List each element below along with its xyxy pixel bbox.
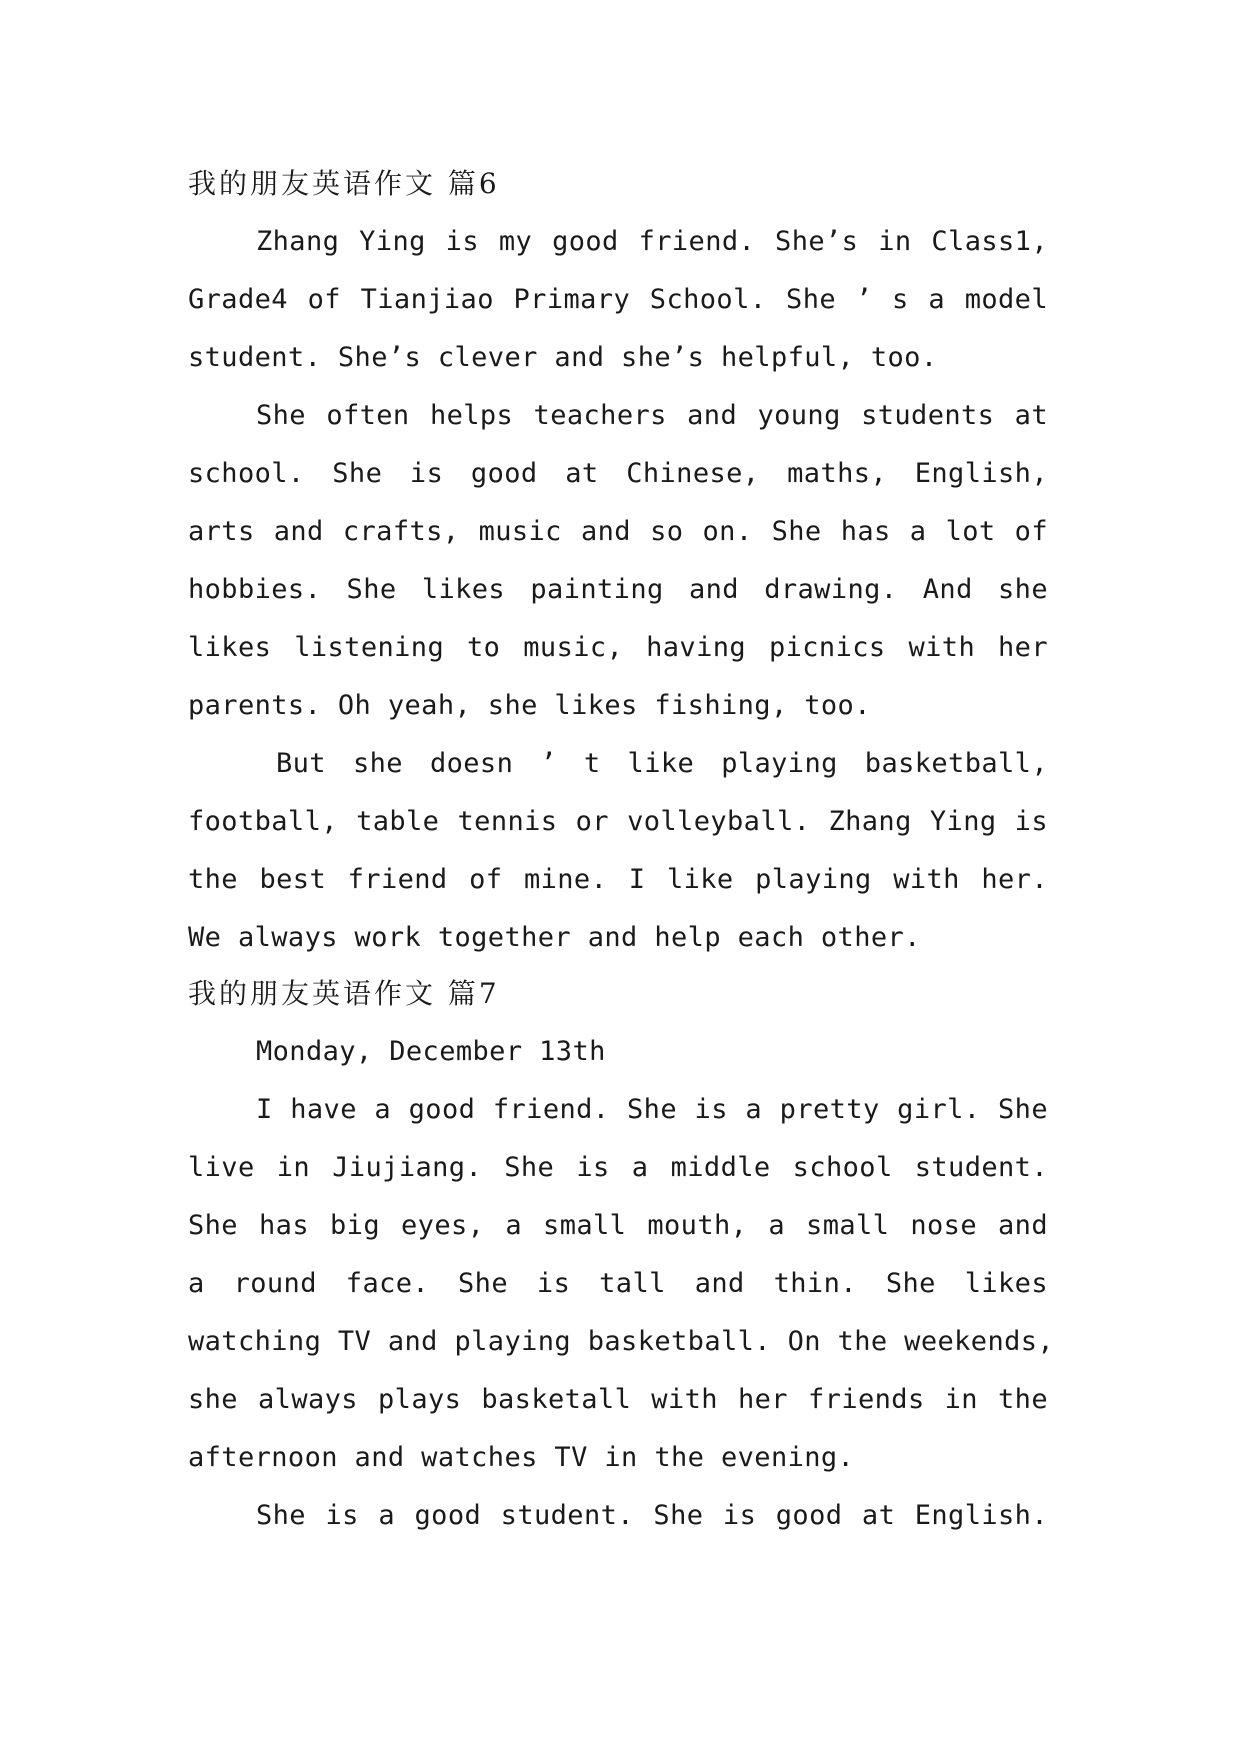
- paragraph-line: live in Jiujiang. She is a middle school student.: [188, 1152, 1048, 1183]
- paragraph-line: likes listening to music, having picnics with her: [188, 632, 1048, 663]
- paragraph-line: Zhang Ying is my good friend. She’s in Class1,: [256, 226, 1048, 257]
- paragraph-line: She has big eyes, a small mouth, a small nose and: [188, 1210, 1048, 1241]
- paragraph-line: hobbies. She likes painting and drawing. And she: [188, 574, 1048, 605]
- paragraph-line: We always work together and help each other.: [188, 922, 921, 953]
- paragraph-line: But she doesn ’ t like playing basketball,: [276, 748, 1048, 779]
- paragraph-line: arts and crafts, music and so on. She has a lot of: [188, 516, 1048, 547]
- paragraph-line: a round face. She is tall and thin. She likes: [188, 1268, 1048, 1299]
- paragraph-line: She is a good student. She is good at English.: [256, 1500, 1048, 1531]
- paragraph-line: school. She is good at Chinese, maths, English,: [188, 458, 1048, 489]
- paragraph-line: I have a good friend. She is a pretty girl. She: [256, 1094, 1048, 1125]
- paragraph-line: Grade4 of Tianjiao Primary School. She ’ s a model: [188, 284, 1048, 315]
- date-line: Monday, December 13th: [256, 1036, 606, 1067]
- section-heading: 我的朋友英语作文 篇6: [188, 167, 500, 200]
- paragraph-line: football, table tennis or volleyball. Zhang Ying is: [188, 806, 1048, 837]
- paragraph-line: She often helps teachers and young students at: [256, 400, 1048, 431]
- paragraph-line: afternoon and watches TV in the evening.: [188, 1442, 855, 1473]
- paragraph-line: the best friend of mine. I like playing with her.: [188, 864, 1048, 895]
- paragraph-line: parents. Oh yeah, she likes fishing, too.: [188, 690, 871, 721]
- paragraph-line: watching TV and playing basketball. On the weekends,: [188, 1326, 1055, 1357]
- section-heading: 我的朋友英语作文 篇7: [188, 977, 500, 1010]
- paragraph-line: she always plays basketall with her friends in the: [188, 1384, 1048, 1415]
- paragraph-line: student. She’s clever and she’s helpful, too.: [188, 342, 938, 373]
